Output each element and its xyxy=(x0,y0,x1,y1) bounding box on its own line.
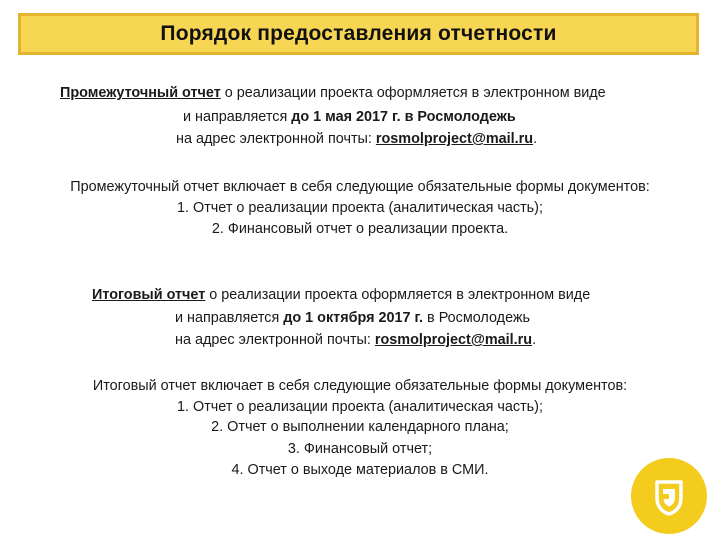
final-includes: Итоговый отчет включает в себя следующие обязательные формы документов: xyxy=(92,378,628,394)
final-item-1: 1. Отчет о реализации проекта (аналитическая часть); xyxy=(177,399,543,415)
final-deadline: до 1 октября 2017 г. xyxy=(283,310,424,326)
final-item-2: 2. Отчет о выполнении календарного плана; xyxy=(211,419,509,435)
final-line-2-rest: в Росмолодежь xyxy=(423,310,531,326)
final-line-1 xyxy=(92,286,590,304)
final-line-2 xyxy=(175,309,530,327)
shield-icon xyxy=(631,458,707,534)
final-line-3 xyxy=(175,331,536,349)
title-banner xyxy=(18,13,699,55)
page-title: Порядок предоставления отчетности xyxy=(160,22,557,45)
interim-email-end: . xyxy=(533,131,538,147)
interim-deadline: до 1 мая 2017 г. в Росмолодежь xyxy=(291,109,516,125)
final-email-link[interactable]: rosmolproject@mail.ru xyxy=(374,332,533,348)
interim-email-link[interactable]: rosmolproject@mail.ru xyxy=(375,131,534,147)
final-term: Итоговый отчет xyxy=(92,287,206,303)
interim-line-1 xyxy=(60,84,606,102)
final-line-1-text: о реализации проекта оформляется в электронном виде xyxy=(205,287,591,303)
interim-line-3 xyxy=(176,130,537,148)
interim-item-1: 1. Отчет о реализации проекта (аналитическая часть); xyxy=(177,200,543,216)
rosmolodezh-logo xyxy=(631,458,707,534)
interim-term: Промежуточный отчет xyxy=(60,85,221,101)
interim-line-2 xyxy=(183,108,516,126)
final-item-3: 3. Финансовый отчет; xyxy=(287,441,433,457)
final-item-4: 4. Отчет о выходе материалов в СМИ. xyxy=(231,462,489,478)
final-email-label: на адрес электронной почты: xyxy=(175,332,375,348)
interim-line-2-pre: и направляется xyxy=(183,109,292,125)
interim-item-2: 2. Финансовый отчет о реализации проекта. xyxy=(211,221,509,237)
final-email-end: . xyxy=(532,332,537,348)
interim-includes: Промежуточный отчет включает в себя следующие обязательные формы документов: xyxy=(70,179,650,195)
interim-line-1-text: о реализации проекта оформляется в электронном виде xyxy=(220,85,606,101)
interim-email-label: на адрес электронной почты: xyxy=(176,131,376,147)
final-line-2-pre: и направляется xyxy=(175,310,284,326)
